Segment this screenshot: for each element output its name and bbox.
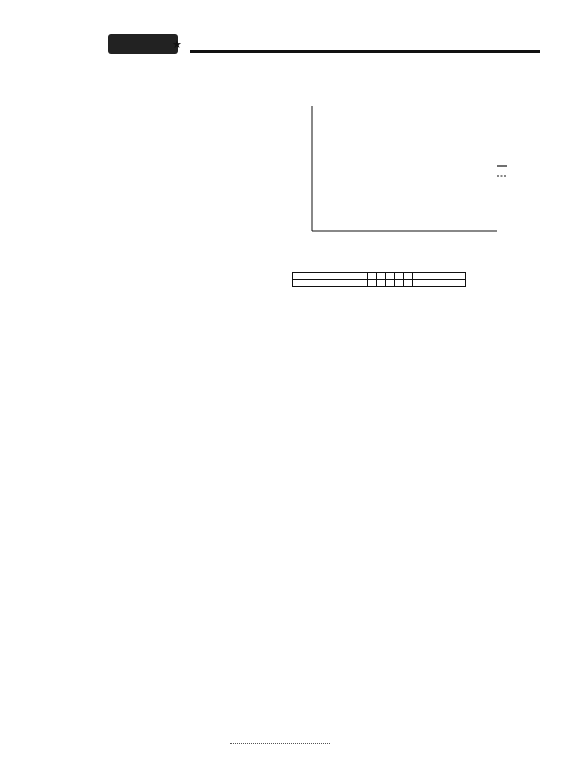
distance-time-graph [292,96,537,246]
table-cell [377,272,386,279]
table-cell [377,279,386,286]
section-title [292,291,537,313]
table-cell [395,272,404,279]
table-cell [395,279,404,286]
table-cell [404,272,413,279]
brand-banner [108,34,178,54]
table-head [293,279,368,286]
table-cell [386,272,395,279]
table-cell [413,279,466,286]
meeting-table [292,272,466,287]
table-cell [368,272,377,279]
table-cell [413,272,466,279]
table-cell [404,279,413,286]
star-icon: ★ [172,38,182,51]
table-head [293,272,368,279]
table-cell [386,279,395,286]
header-rule [190,50,540,53]
page-header [0,0,563,62]
table-cell [368,279,377,286]
table-intro [292,253,537,268]
right-column [292,94,537,313]
footer-rule [230,743,330,744]
table-row [293,279,466,286]
table-row [293,272,466,279]
